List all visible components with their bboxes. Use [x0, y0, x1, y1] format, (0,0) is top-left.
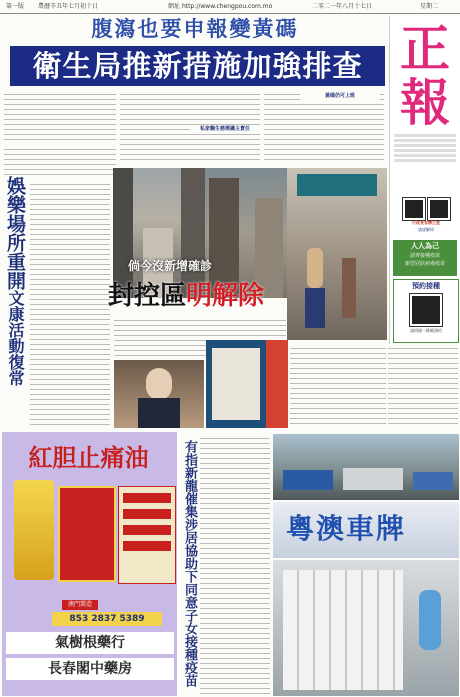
pay-label: 行政長官辦公室 [412, 220, 440, 225]
page-number: 第一版 [6, 3, 25, 10]
lunar-date: 農曆辛丑年七月初十日 [38, 3, 99, 10]
ad-shop-2: 長春閣中藥房 [6, 658, 174, 680]
site-label: 網址 [168, 3, 181, 10]
masthead-notes [440, 20, 458, 100]
subhead-mid: 私家醫生務需識主責任 [190, 125, 260, 134]
ad-phone: 853 2837 5389 [52, 612, 162, 626]
main-headline: 衛生局推新措施加強排查 [10, 46, 385, 86]
booking-box [393, 279, 459, 343]
slogan-line-1: 請齊接種疫苗 [409, 253, 440, 259]
ad-maker-badge: 澳門製造 [62, 600, 98, 610]
seal-headline-red: 明解除 [186, 281, 265, 311]
sign-text: 粵澳車牌 [286, 512, 407, 545]
ad-box [58, 486, 116, 582]
truck-photo [273, 434, 459, 500]
top-bar [0, 0, 460, 14]
seal-headline-black: 封控區 [108, 281, 187, 311]
gregorian-date: 二零二一年八月十七日 [312, 3, 373, 10]
article-text-far-right [388, 344, 458, 428]
sub-headline: 腹瀉也要申報變黃碼 [91, 16, 299, 41]
street-photo-1 [113, 168, 205, 298]
street-photo-3 [287, 168, 387, 340]
cargo-photo [273, 560, 459, 696]
masthead-info [394, 132, 456, 192]
ad-title: 紅胆止痛油 [28, 443, 149, 472]
booking-title: 預約接種 [412, 282, 440, 290]
vertical-headline-left: 娛樂場所重開 [4, 176, 26, 290]
ad-bottle [14, 480, 54, 580]
vertical-headline-bottom: 有指新龍催集涉居協助下同意子女接種疫苗 [182, 440, 197, 687]
slogan-title: 人人為己 [411, 242, 439, 250]
article-text-right-lower [290, 344, 386, 428]
article-text-left-bottom [30, 180, 110, 426]
vaccine-slogan-box [393, 240, 457, 276]
slogan-line-2: 新型冠狀病毒疫苗 [404, 261, 445, 267]
pay-sub: 請速解掃 [418, 227, 434, 232]
document-photo [206, 340, 266, 428]
vertical-sub-left: 文康活動復常 [6, 290, 25, 386]
red-sign-photo [266, 340, 288, 428]
booking-sub: 請掃描二維碼預約 [410, 328, 442, 333]
ad-claims [118, 486, 176, 584]
street-photo-2 [205, 168, 287, 298]
article-text-bottom [200, 434, 270, 694]
booking-qr-icon[interactable] [410, 294, 442, 326]
portrait-photo [114, 360, 204, 428]
seal-headline [108, 280, 288, 312]
article-text-left-mid [4, 150, 116, 178]
site-url[interactable]: http://www.chengpou.com.mo [182, 3, 273, 10]
ad-shop-1: 氣樹根藥行 [6, 632, 174, 654]
masthead-title: 正報 [400, 19, 450, 132]
qr-code-icon[interactable] [403, 198, 425, 220]
photo-caption: 倘今沒新增確診 [128, 259, 213, 273]
subhead-bar [4, 140, 116, 149]
weekday: 星期二 [420, 3, 439, 10]
qr-code-icon[interactable] [428, 198, 450, 220]
subhead-right: 黃碼仍可上班 [300, 92, 380, 101]
